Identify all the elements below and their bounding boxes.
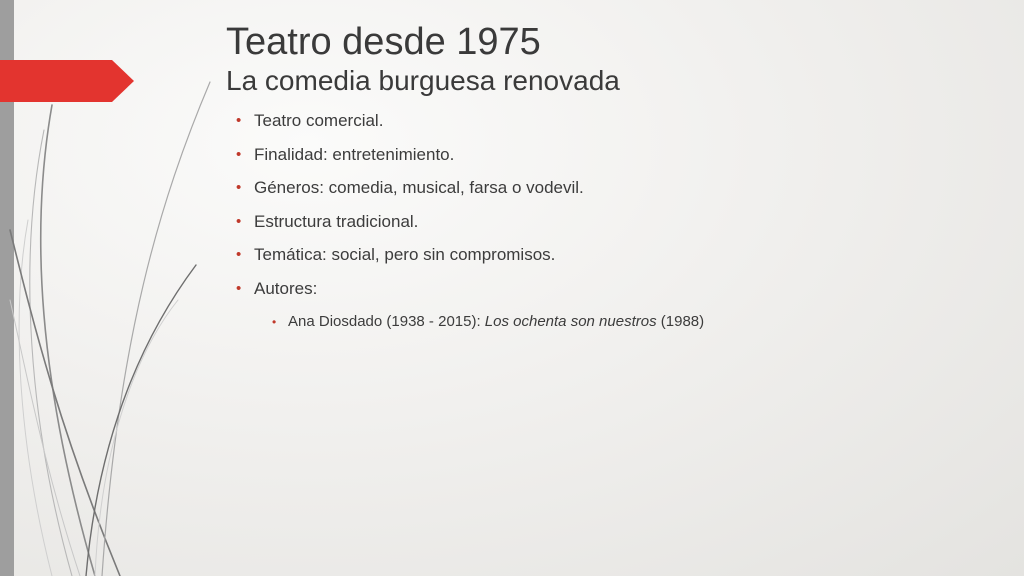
bullet-item <box>236 110 996 132</box>
sub-bullet-icon: • <box>272 315 277 329</box>
title-block <box>226 20 1006 98</box>
bullet-icon: • <box>236 246 242 263</box>
slide-subtitle: La comedia burguesa renovada <box>226 65 620 96</box>
bullet-icon: • <box>236 279 242 297</box>
work-year: (1988) <box>656 313 705 330</box>
bullet-text: Géneros: comedia, musical, farsa o vodevil. <box>254 178 584 197</box>
bullet-item <box>236 144 996 166</box>
sub-bullet-list <box>272 312 1012 332</box>
bullet-icon: • <box>236 112 242 129</box>
red-arrow-shape <box>0 60 134 102</box>
slide-title: Teatro desde 1975 <box>226 21 541 63</box>
bullet-item <box>236 211 996 233</box>
bullet-item <box>236 244 996 266</box>
bullet-text: Estructura tradicional. <box>254 211 419 231</box>
bullet-text: Finalidad: entretenimiento. <box>254 144 455 164</box>
bullet-icon: • <box>236 212 242 230</box>
sub-bullet-item <box>272 312 1012 332</box>
work-title: Los ochenta son nuestros <box>484 313 657 330</box>
bullet-item <box>236 278 996 300</box>
author-text: Ana Diosdado (1938 - 2015): <box>288 313 485 330</box>
bullet-text: Autores: <box>254 278 318 298</box>
bullet-icon: • <box>236 179 242 196</box>
bullet-icon: • <box>236 145 242 163</box>
bullet-text: Teatro comercial. <box>254 111 384 130</box>
bullet-list <box>236 110 996 311</box>
bullet-item <box>236 177 996 199</box>
bullet-text: Temática: social, pero sin compromisos. <box>254 245 556 264</box>
